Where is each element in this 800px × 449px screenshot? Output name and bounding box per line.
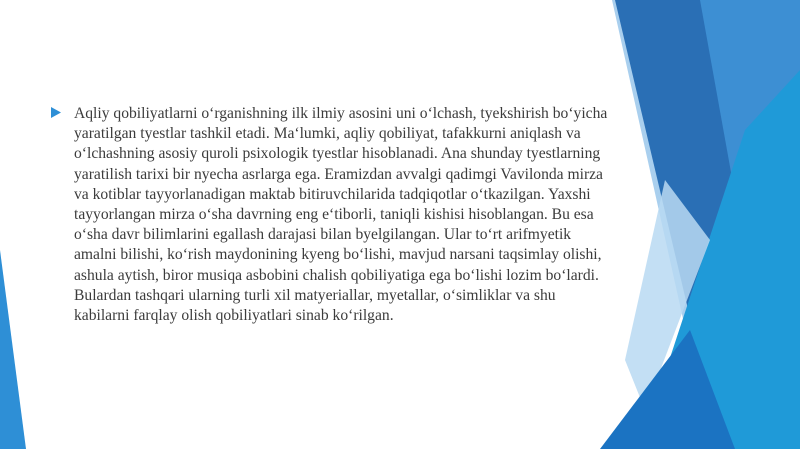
triangle-bullet-icon <box>50 104 70 118</box>
body-paragraph: Aqliy qobiliyatlarni o‘rganishning ilk ilmiy asosini uni o‘lchash, tyekshirish bo‘yicha yaratilgan tyestlar tashkil etadi. Ma‘lumki, aqliy qobiliyat, tafakkurni aniqlash va o‘lchashning asosiy quroli psixologik tyestlar hisoblanadi. Ana shunday tyestlarning yaratilish tarixi bir nyecha asrlarga ega. Eramizdan avvalgi qadimgi Vavilonda mirza va kotiblar tayyorlanadigan maktab bitiruvchilarida tadqiqotlar o‘tkazilgan. Yaxshi tayyorlangan mirza o‘sha davrning eng e‘tiborli, taniqli kishisi hisoblangan. Bu esa o‘sha davr bilimlarini egallash darajasi bilan byelgilangan. Ular to‘rt arifmyetik amalni bilishi, ko‘rish maydonining kyeng bo‘lishi, mavjud narsani taqsimlay olishi, ashula aytish, biror musiqa asbobini chalish qobiliyatiga ega bo‘lishi lozim bo‘lardi. Bulardan tashqari ularning turli xil matyeriallar, myetallar, o‘simliklar va shu kabilarni farqlay olish qobiliyatlari sinab ko‘rilgan. <box>74 105 608 325</box>
text-content-block <box>50 104 610 326</box>
left-band <box>0 250 26 449</box>
